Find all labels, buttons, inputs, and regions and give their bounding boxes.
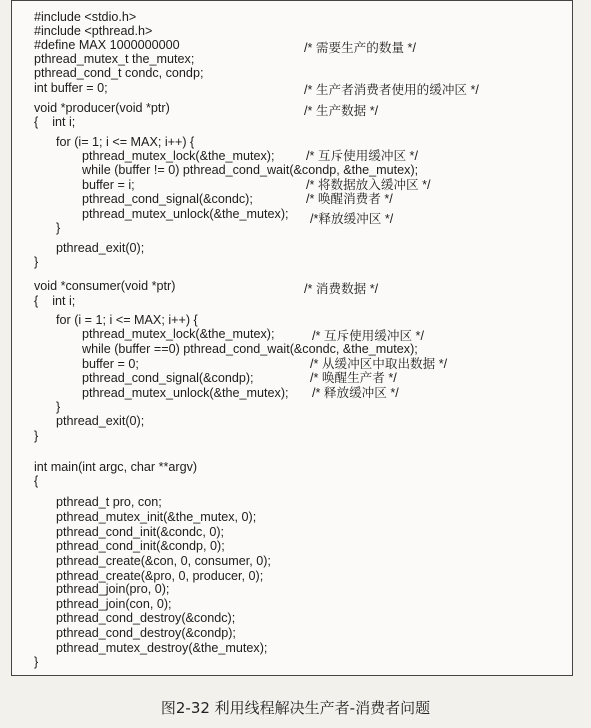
code-line: pthread_cond_signal(&condc); — [82, 192, 253, 207]
code-line: for (i = 1; i <= MAX; i++) { — [56, 312, 198, 327]
code-line: { int i; — [34, 293, 76, 308]
code-line: pthread_cond_signal(&condp); — [82, 371, 254, 386]
code-line: while (buffer ==0) pthread_cond_wait(&condc, &the_mutex); — [82, 341, 418, 356]
code-line: pthread_mutex_init(&the_mutex, 0); — [56, 510, 257, 525]
code-line: for (i= 1; i <= MAX; i++) { — [56, 134, 195, 149]
code-comment: /* 互斥使用缓冲区 */ — [306, 149, 418, 164]
code-comment: /* 互斥使用缓冲区 */ — [312, 329, 424, 344]
code-line: pthread_mutex_destroy(&the_mutex); — [56, 640, 268, 655]
code-comment: /* 生产者消费者使用的缓冲区 */ — [304, 82, 479, 97]
code-line: int buffer = 0; — [34, 80, 108, 95]
code-line: pthread_mutex_lock(&the_mutex); — [82, 149, 275, 164]
code-comment: /* 生产数据 */ — [304, 103, 379, 118]
code-line: pthread_create(&con, 0, consumer, 0); — [56, 553, 271, 568]
code-line: int main(int argc, char **argv) — [34, 459, 198, 474]
code-line: buffer = i; — [82, 177, 135, 192]
code-line: { — [34, 474, 39, 489]
code-line: #include <pthread.h> — [34, 24, 153, 39]
code-line: pthread_mutex_lock(&the_mutex); — [82, 327, 275, 342]
code-comment: /* 唤醒生产者 */ — [310, 371, 397, 386]
code-line: while (buffer != 0) pthread_cond_wait(&condp, &the_mutex); — [82, 162, 419, 177]
figure-caption: 图2-32 利用线程解决生产者-消费者问题 — [160, 699, 431, 717]
code-line: pthread_join(con, 0); — [56, 596, 172, 611]
code-comment: /* 从缓冲区中取出数据 */ — [310, 356, 448, 371]
code-comment: /* 需要生产的数量 */ — [304, 40, 416, 55]
code-line: } — [56, 221, 61, 236]
code-line: pthread_cond_destroy(&condp); — [56, 626, 236, 641]
code-line: } — [34, 428, 39, 443]
code-line: } — [56, 399, 61, 414]
code-comment: /*释放缓冲区 */ — [310, 212, 394, 227]
code-line: pthread_exit(0); — [56, 240, 145, 255]
code-line: #define MAX 1000000000 — [34, 37, 180, 52]
code-line: pthread_exit(0); — [56, 414, 145, 429]
code-line: pthread_mutex_t the_mutex; — [34, 52, 195, 67]
code-comment: /* 唤醒消费者 */ — [306, 192, 393, 207]
code-line: pthread_mutex_unlock(&the_mutex); — [82, 206, 289, 221]
code-line: pthread_join(pro, 0); — [56, 582, 170, 597]
code-line: pthread_cond_t condc, condp; — [34, 66, 204, 81]
code-line: #include <stdio.h> — [34, 10, 137, 25]
code-line: pthread_cond_destroy(&condc); — [56, 611, 236, 626]
code-line: pthread_create(&pro, 0, producer, 0); — [56, 568, 264, 583]
code-comment: /* 释放缓冲区 */ — [312, 385, 399, 400]
code-line: } — [34, 255, 39, 270]
code-comment: /* 将数据放入缓冲区 */ — [306, 177, 431, 192]
code-line: { int i; — [34, 115, 76, 130]
code-line: } — [34, 655, 39, 670]
code-comment: /* 消费数据 */ — [304, 281, 379, 296]
code-line: pthread_t pro, con; — [56, 495, 162, 510]
code-line: pthread_cond_init(&condp, 0); — [56, 539, 225, 554]
code-line: void *consumer(void *ptr) — [34, 278, 176, 293]
code-line: pthread_cond_init(&condc, 0); — [56, 524, 225, 539]
code-line: pthread_mutex_unlock(&the_mutex); — [82, 385, 289, 400]
code-line: void *producer(void *ptr) — [34, 100, 170, 115]
code-line: buffer = 0; — [82, 356, 139, 371]
code-listing-box — [11, 0, 573, 676]
